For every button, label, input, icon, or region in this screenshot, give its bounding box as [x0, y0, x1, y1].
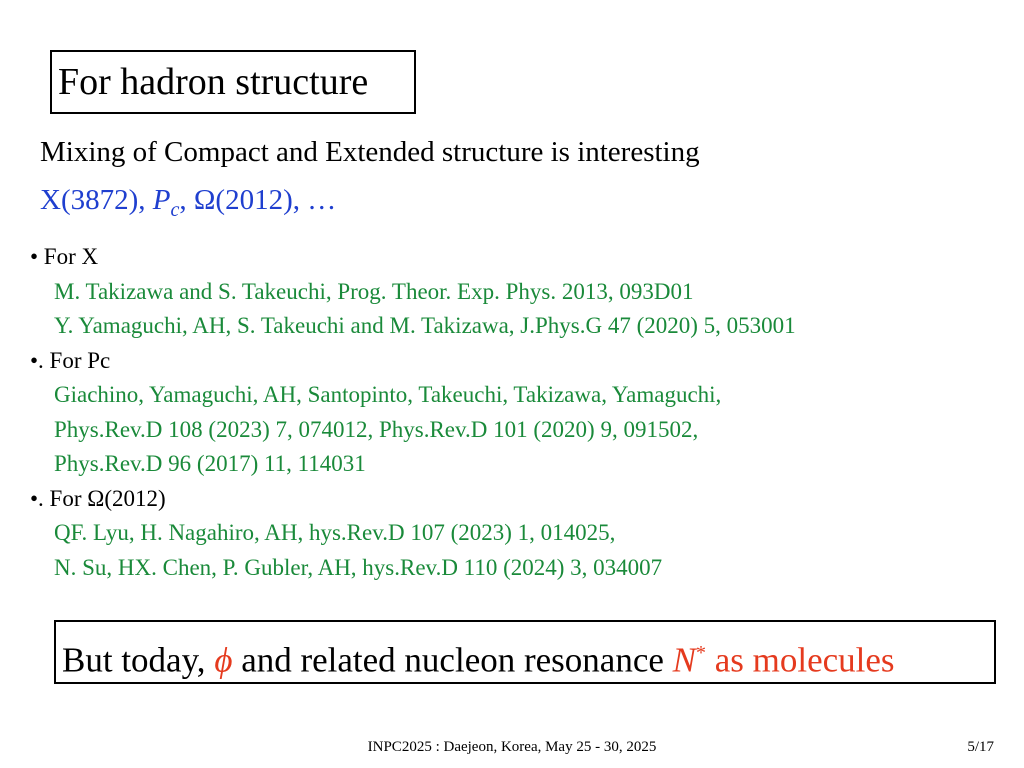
slide-subtitle: Mixing of Compact and Extended structure is interesting — [40, 136, 700, 168]
conclusion-part2: and related nucleon resonance — [232, 640, 673, 680]
conclusion-phi: ϕ — [214, 640, 233, 680]
example-rest: , Ω(2012), … — [179, 184, 337, 216]
example-x3872: X(3872), — [40, 184, 153, 216]
slide-title-box — [50, 50, 416, 114]
page-number: 5/17 — [967, 739, 994, 755]
example-pc-subscript: c — [170, 198, 180, 221]
slide-title: For hadron structure — [58, 61, 369, 103]
conclusion-part1: But today, — [62, 640, 215, 680]
examples-line — [40, 184, 336, 222]
reference-item: Giachino, Yamaguchi, AH, Santopinto, Takeuchi, Takizawa, Yamaguchi, — [54, 382, 722, 407]
conclusion-part3: as molecules — [706, 640, 895, 680]
section-heading-omega: •. For Ω(2012) — [30, 485, 166, 511]
conclusion-nstar: N — [672, 640, 696, 680]
conclusion-nstar-superscript: * — [696, 642, 706, 664]
reference-item: Phys.Rev.D 96 (2017) 11, 114031 — [54, 451, 366, 476]
reference-item: M. Takizawa and S. Takeuchi, Prog. Theor. Exp. Phys. 2013, 093D01 — [54, 278, 694, 304]
reference-item: N. Su, HX. Chen, P. Gubler, AH, hys.Rev.D 110 (2024) 3, 034007 — [54, 554, 663, 580]
reference-item: Phys.Rev.D 108 (2023) 7, 074012, Phys.Rev.D 101 (2020) 9, 091502, — [54, 416, 699, 442]
reference-list — [30, 240, 796, 585]
reference-item: QF. Lyu, H. Nagahiro, AH, hys.Rev.D 107 (2023) 1, 014025, — [54, 520, 616, 545]
section-heading-pc: •. For Pc — [30, 347, 111, 373]
slide-footer: INPC2025 : Daejeon, Korea, May 25 - 30, 2025 — [367, 739, 657, 755]
example-pc: P — [152, 184, 171, 216]
reference-item: Y. Yamaguchi, AH, S. Takeuchi and M. Takizawa, J.Phys.G 47 (2020) 5, 053001 — [54, 313, 796, 338]
conclusion-box — [54, 620, 996, 684]
section-heading-x: • For X — [30, 244, 99, 269]
